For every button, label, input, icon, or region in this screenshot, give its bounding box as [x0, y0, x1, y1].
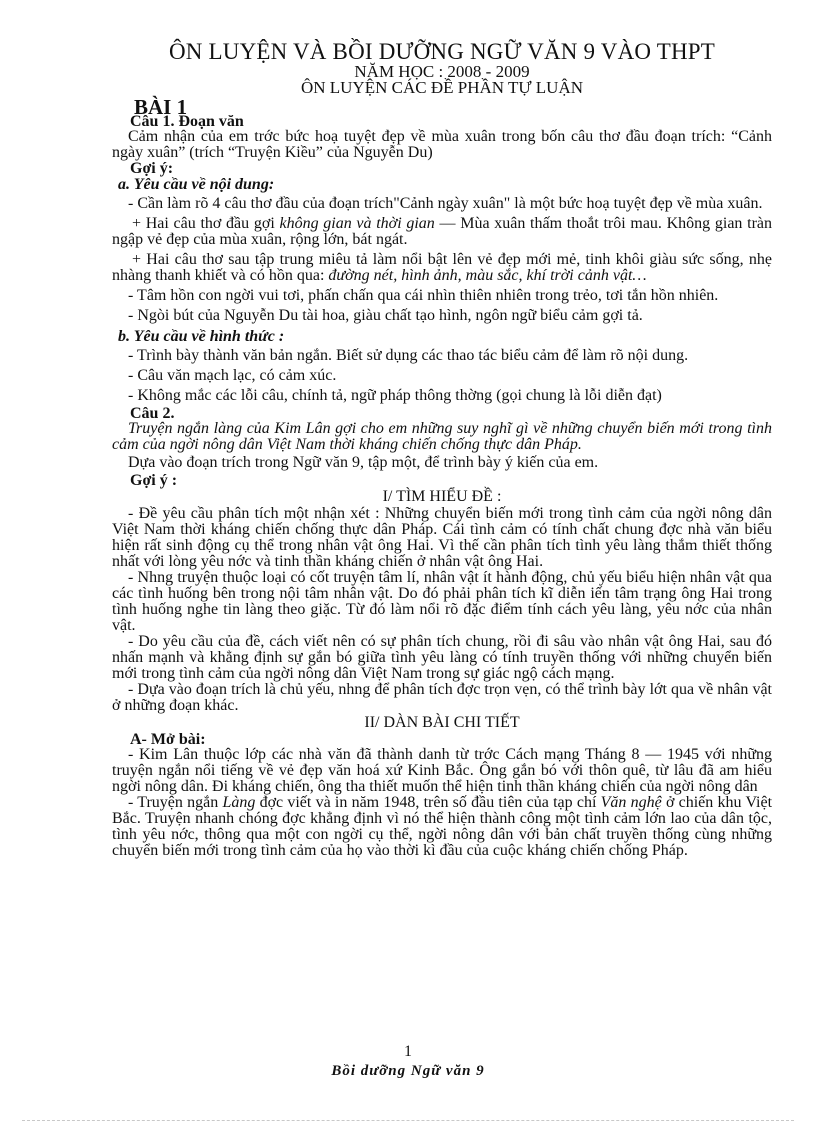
document-subtitle: ÔN LUYỆN CÁC ĐỀ PHẦN TỰ LUẬN — [300, 78, 584, 97]
document-page — [112, 40, 772, 859]
content-point-2: + Hai câu thơ đầu gợi không gian và thời gian — Mùa xuân thấm thoắt trôi mau. Không gian tràn ngập vẻ đẹp của mùa xuân, rộng lớn, bát ngát. — [112, 215, 772, 248]
form-point-1: - Trình bày thành văn bản ngắn. Biết sử dụng các thao tác biểu cảm để làm rõ nội dung. — [128, 347, 689, 364]
footer-label: Bồi dưỡng Ngữ văn 9 — [331, 1063, 485, 1079]
intro-heading: A- Mở bài: — [130, 731, 206, 748]
content-requirements-heading: a. Yêu cầu về nội dung: — [118, 176, 275, 193]
content-point-3: + Hai câu thơ sau tập trung miêu tả làm nổi bật lên vẻ đẹp mới mẻ, tinh khôi giàu sức sống, nhẹ nhàng thanh khiết và có hồn qua: đường nét, hình ảnh, màu sắc, khí trời cảnh vật… — [112, 251, 772, 284]
section-1-heading: I/ TÌM HIỂU ĐỀ : — [382, 488, 502, 505]
section-2-heading: II/ DÀN BÀI CHI TIẾT — [364, 714, 520, 731]
hint-label: Gợi ý: — [130, 160, 174, 177]
intro-point-1: - Kim Lân thuộc lớp các nhà văn đã thành danh từ trớc Cách mạng Tháng 8 — 1945 với những truyện ngắn nổi tiếng về vẻ đẹp văn hoá xứ Kinh Bắc. Ông gắn bó với thôn quê, từ lâu đã am hiểu ngời nông dân. Đi kháng chiến, ông tha thiết muốn thể hiện tinh thần kháng chiến của ngời nông dân — [112, 746, 772, 795]
content-point-1: - Cần làm rõ 4 câu thơ đầu của đoạn trích"Cảnh ngày xuân" là một bức hoạ tuyệt đẹp về mùa xuân. — [128, 195, 763, 212]
hint-label-2: Gợi ý : — [130, 472, 178, 489]
analysis-point-4: - Dựa vào đoạn trích là chủ yếu, nhng để phân tích đợc trọn vẹn, có thể trình bày lớt qua về nhân vật ở những đoạn khác. — [112, 681, 772, 714]
content-point-5: - Ngòi bút của Nguyễn Du tài hoa, giàu chất tạo hình, ngôn ngữ biểu cảm gợi tả. — [128, 307, 643, 324]
lesson-heading: BÀI 1 — [134, 95, 188, 119]
form-point-3: - Không mắc các lỗi câu, chính tả, ngữ pháp thông thờng (gọi chung là lỗi diễn đạt) — [128, 387, 662, 404]
question-1-heading: Câu 1. Đoạn văn — [130, 113, 244, 130]
analysis-point-1: - Đề yêu cầu phân tích một nhận xét : Những chuyển biến mới trong tình cảm của ngời nông dân Việt Nam thời kháng chiến chống thực dân Pháp. Cái tình cảm có tính chất chung đợc nhà văn biểu hiện rất sinh động cụ thể trong nhân vật ông Hai. Vì thế cần phân tích tình yêu làng thắm thiết thống nhất với lòng yêu nớc và tinh thần kháng chiến ở nhân vật ông Hai. — [112, 505, 772, 570]
page-bottom-rule — [22, 1120, 794, 1121]
page-number: 1 — [404, 1043, 412, 1060]
school-year: NĂM HỌC : 2008 - 2009 — [354, 62, 530, 81]
question-1-prompt: Cảm nhận của em trớc bức hoạ tuyệt đẹp về mùa xuân trong bốn câu thơ đầu đoạn trích: “Cảnh ngày xuân” (trích “Truyện Kiều” của Nguyễn Du) — [112, 128, 772, 161]
intro-point-2: - Truyện ngắn Làng đợc viết và in năm 1948, trên số đầu tiên của tạp chí Văn nghệ ở chiến khu Việt Bắc. Truyện nhanh chóng đợc khẳng định vì nó thể hiện thành công một tình cảm lớn lao của dân tộc, tình yêu nớc, thông qua một con ngời cụ thể, ngời nông dân với bản chất truyền thống cùng những chuyển biến mới trong tình cảm của họ vào thời kì đầu của cuộc kháng chiến chống Pháp. — [112, 794, 773, 859]
document-title: ÔN LUYỆN VÀ BỒI DƯỠNG NGỮ VĂN 9 VÀO THPT — [168, 39, 716, 64]
question-2-instruction: Dựa vào đoạn trích trong Ngữ văn 9, tập một, để trình bày ý kiến của em. — [128, 454, 599, 471]
question-2-heading: Câu 2. — [130, 405, 175, 422]
question-2-prompt: Truyện ngắn làng của Kim Lân gợi cho em những suy nghĩ gì về những chuyển biến mới trong tình cảm của ngời nông dân Việt Nam thời kháng chiến chống thực dân Pháp. — [112, 420, 772, 453]
analysis-point-3: - Do yêu cầu của đề, cách viết nên có sự phân tích chung, rồi đi sâu vào nhân vật ông Hai, sau đó nhấn mạnh và khẳng định sự gắn bó giữa tình yêu làng có tính truyền thống với những chuyển biến mới trong tình cảm của ngời nông dân Việt Nam trong sự giác ngộ cách mạng. — [112, 633, 772, 682]
content-point-4: - Tâm hồn con ngời vui tơi, phấn chấn qua cái nhìn thiên nhiên trong trẻo, tơi tắn hồn nhiên. — [128, 287, 719, 304]
analysis-point-2: - Nhng truyện thuộc loại có cốt truyện tâm lí, nhân vật ít hành động, chủ yếu biểu hiện nhân vật qua các tình huống bên trong nội tâm nhân vật. Do đó phải phân tích kĩ diễn iến tâm trạng ông Hai trong tình huống nghe tin làng theo giặc. Từ đó làm nổi rõ đặc điểm tính cách yêu làng, yêu nớc của nhân vật. — [112, 569, 772, 634]
form-requirements-heading: b. Yêu cầu về hình thức : — [118, 328, 285, 345]
form-point-2: - Câu văn mạch lạc, có cảm xúc. — [128, 367, 337, 384]
